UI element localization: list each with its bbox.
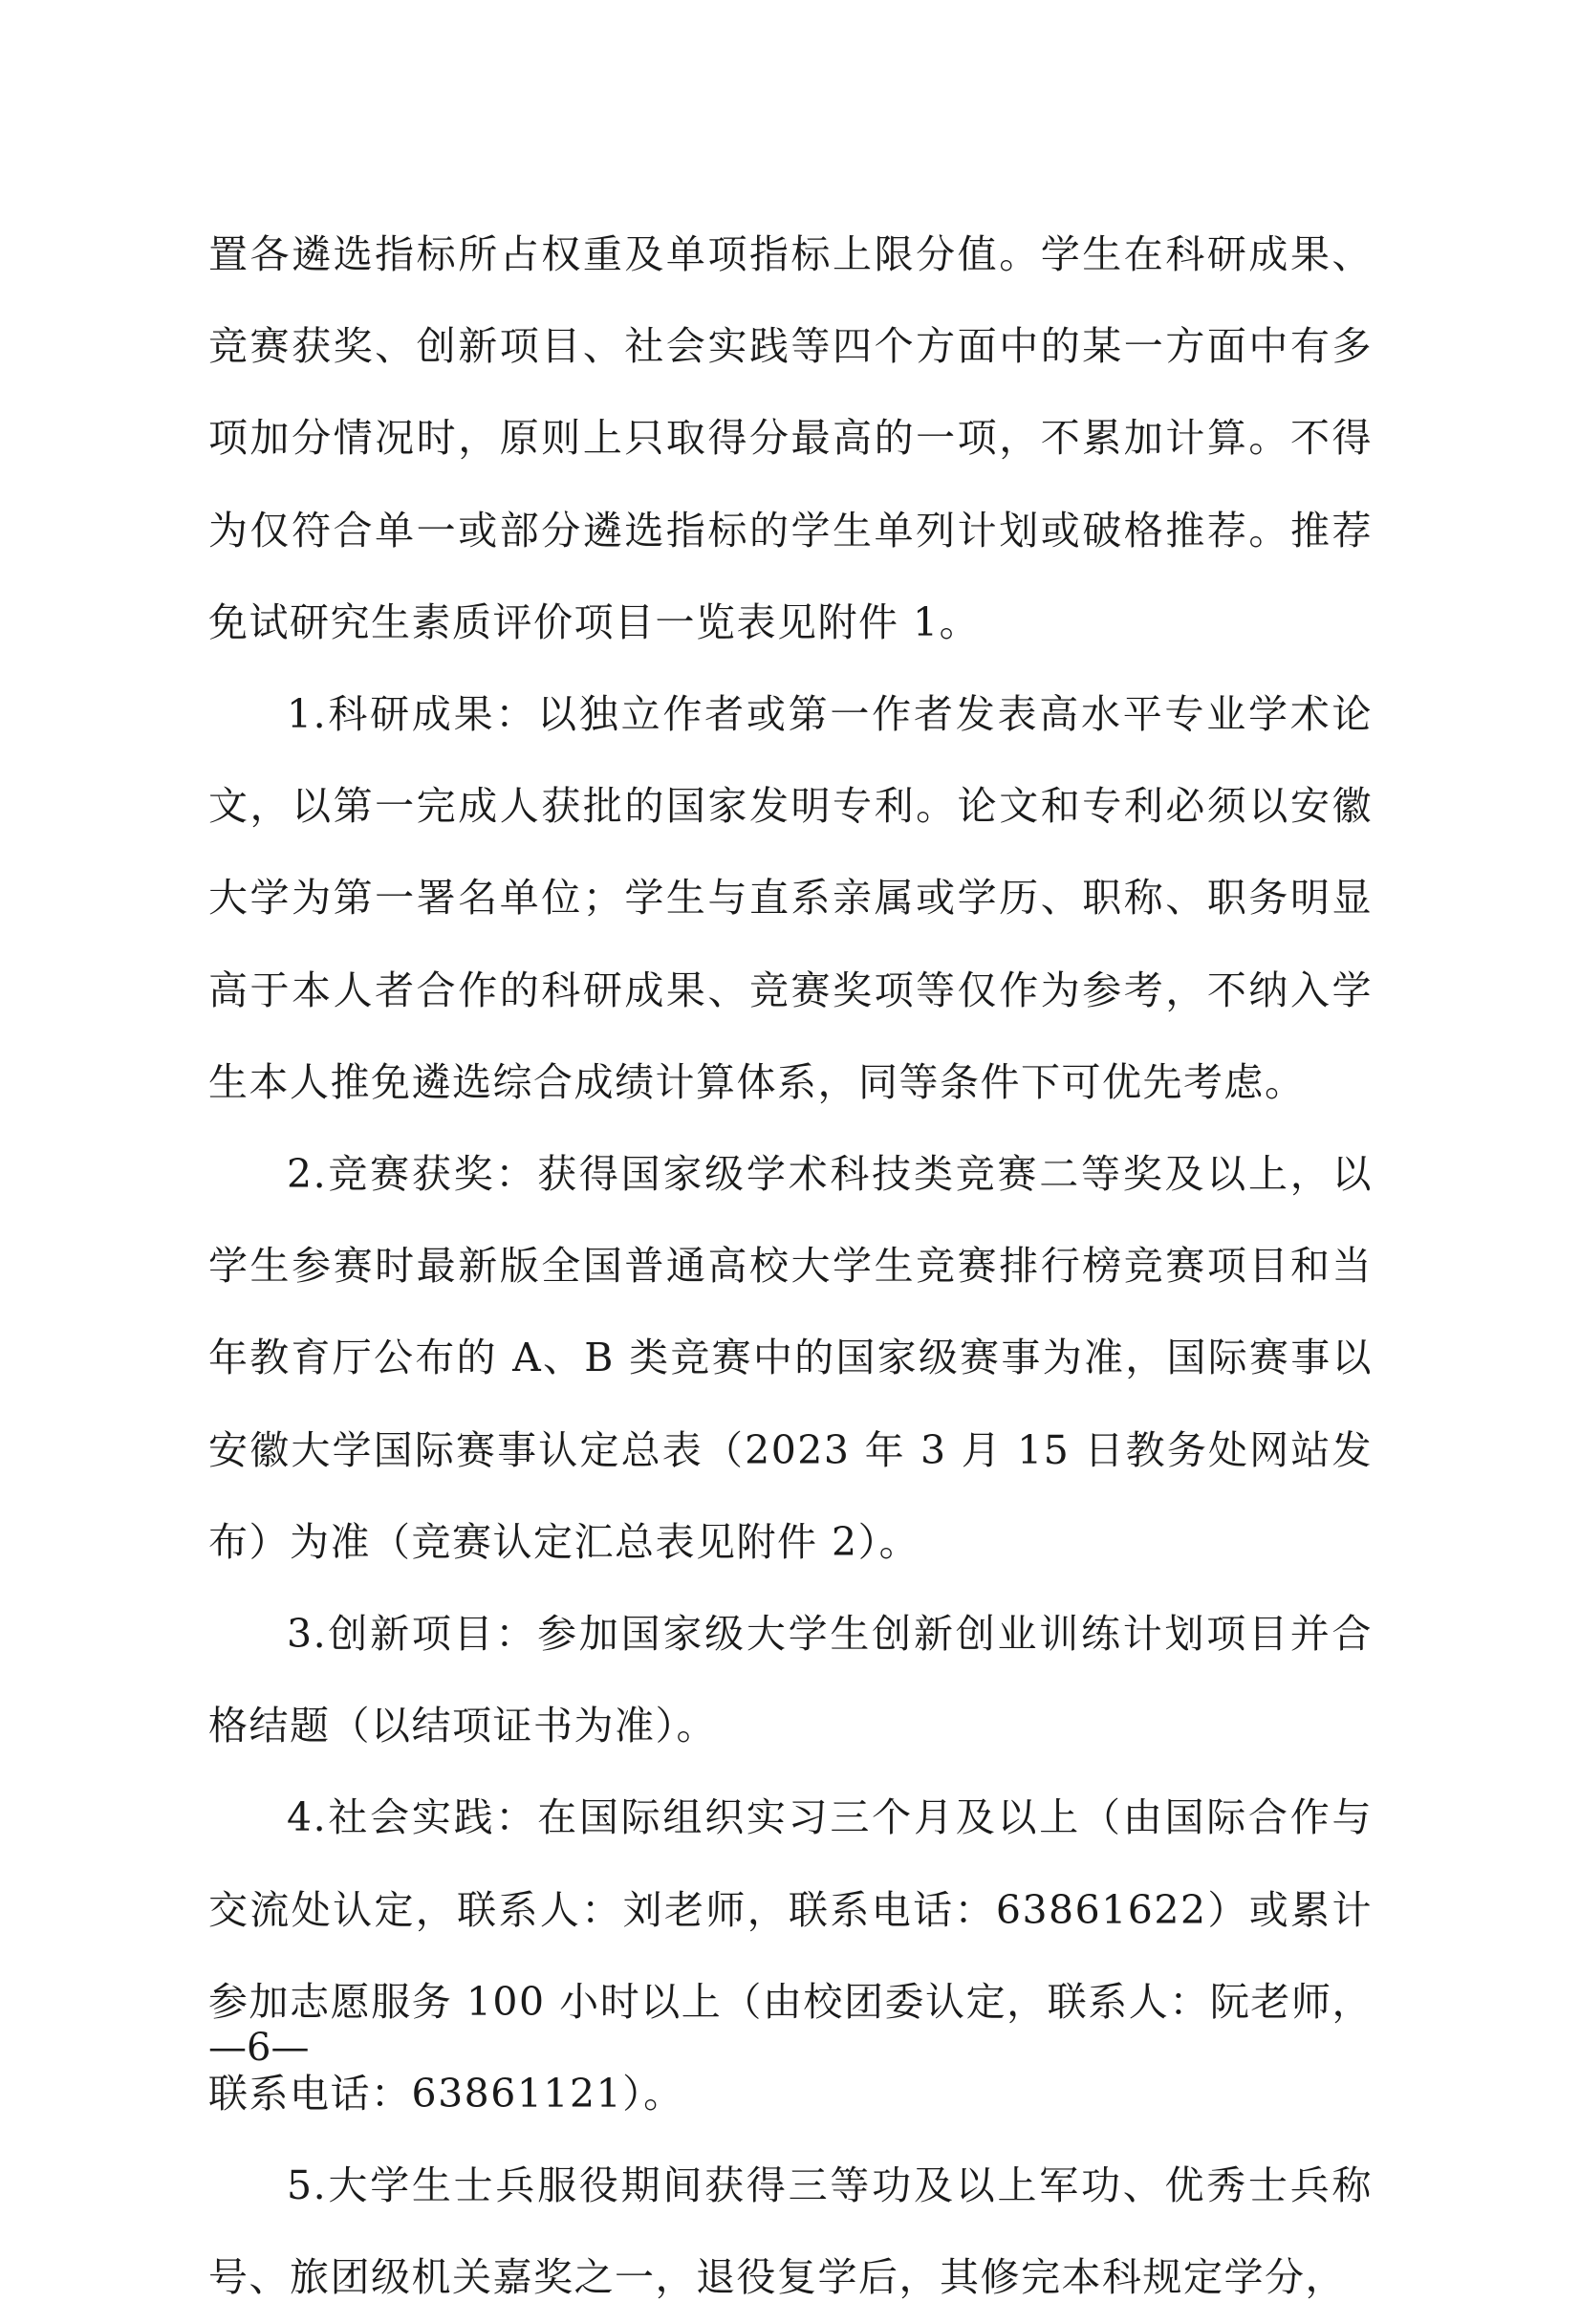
paragraph-social-practice: 4.社会实践：在国际组织实习三个月及以上（由国际合作与交流处认定，联系人：刘老师，联系电话：63861622）或累计参加志愿服务 100 小时以上（由校团委认定，联系人：阮老师，联系电话：63861121）。 [208, 1794, 1373, 2118]
paragraph-military-service: 5.大学生士兵服役期间获得三等功及以上军功、优秀士兵称号、旅团级机关嘉奖之一，退役复学后，其修完本科规定学分， [208, 2162, 1373, 2301]
page-number: —6— [208, 2026, 310, 2070]
paragraph-research-results: 1.科研成果：以独立作者或第一作者发表高水平专业学术论文，以第一完成人获批的国家发明专利。论文和专利必须以安徽大学为第一署名单位；学生与直系亲属或学历、职称、职务明显高于本人者合作的科研成果、竞赛奖项等仅作为参考，不纳入学生本人推免遴选综合成绩计算体系，同等条件下可优先考虑。 [208, 691, 1373, 1105]
paragraph-innovation-projects: 3.创新项目：参加国家级大学生创新创业训练计划项目并合格结题（以结项证书为准）。 [208, 1611, 1373, 1749]
paragraph-competition-awards: 2.竞赛获奖：获得国家级学术科技类竞赛二等奖及以上，以学生参赛时最新版全国普通高校大学生竞赛排行榜竞赛项目和当年教育厅公布的 A、B 类竞赛中的国家级赛事为准，国际赛事以安徽大学国际赛事认定总表（2023 年 3 月 15 日教务处网站发布）为准（竞赛认定汇总表见附件 2）。 [208, 1151, 1373, 1565]
paragraph-weights: 置各遴选指标所占权重及单项指标上限分值。学生在科研成果、竞赛获奖、创新项目、社会实践等四个方面中的某一方面中有多项加分情况时，原则上只取得分最高的一项，不累加计算。不得为仅符合单一或部分遴选指标的学生单列计划或破格推荐。推荐免试研究生素质评价项目一览表见附件 1。 [208, 231, 1373, 645]
body-text [208, 208, 1373, 2324]
